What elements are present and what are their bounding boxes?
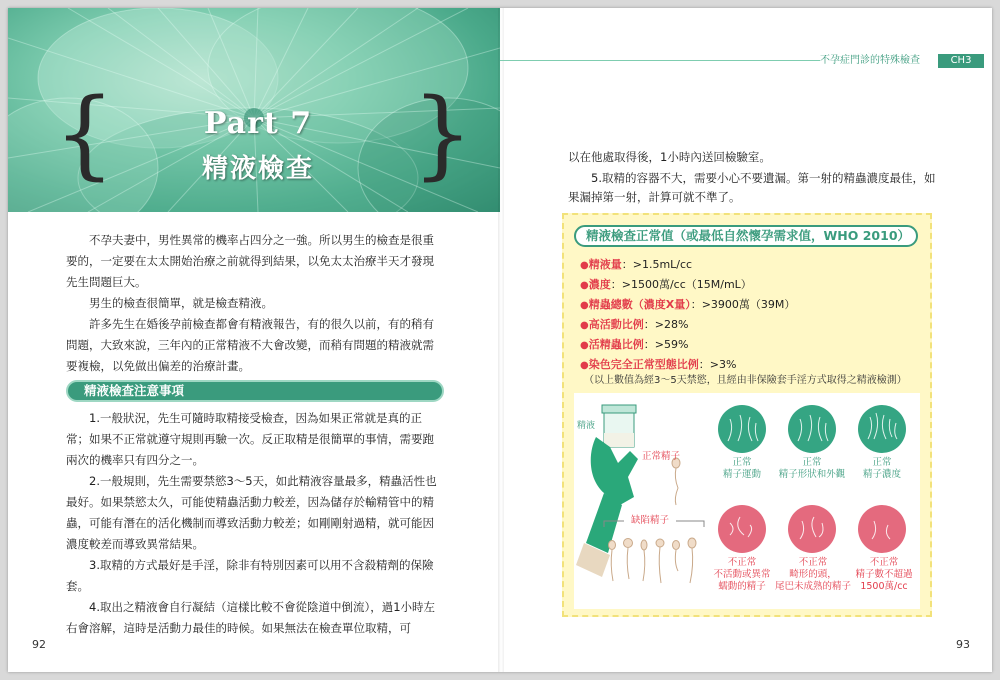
right-page [500, 8, 992, 672]
note-paragraph: 5.取精的容器不大，需要小心不要遺漏。第一射的精蟲濃度最佳，如果漏掉第一射，計算可就不準了。 [568, 171, 936, 204]
continued-text: 以在他處取得後，1小時內送回檢驗室。 [568, 150, 771, 164]
normal-caption: 正常 精子濃度 [862, 457, 901, 480]
normal-values-list [580, 255, 924, 375]
list-item: ●活精蟲比例：>59% [580, 338, 689, 351]
bullet-icon: ● [580, 300, 589, 311]
normal-caption: 正常 精子運動 [722, 457, 761, 480]
bullet-icon: ● [580, 360, 589, 371]
normal-values-box [562, 213, 932, 617]
bullet-icon: ● [580, 280, 589, 291]
bullet-icon: ● [580, 340, 589, 351]
box-footnote: （以上數值為經3～5天禁慾，且經由非保險套手淫方式取得之精液檢測） [584, 375, 907, 386]
abnormal-caption: 不正常 畸形的頭， 尾巴未成熟的精子 [774, 557, 851, 592]
bullet-icon: ● [580, 260, 589, 271]
defect-sperm-label: 缺陷精子 [624, 515, 676, 527]
right-brace: } [412, 78, 474, 190]
cup-label: 精液 [576, 421, 595, 431]
book-spread [8, 8, 992, 672]
normal-caption: 正常 精子形狀和外觀 [778, 457, 846, 480]
page-number-left: 92 [32, 638, 46, 651]
left-brace: { [54, 78, 116, 190]
intro-paragraph: 不孕夫妻中，男性異常的機率占四分之一強。所以男生的檢查是很重要的，一定要在太太開始治療之前就得到結果，以免太太治療半天才發現先生問題巨大。 [66, 233, 434, 289]
intro-text [66, 230, 444, 377]
page-number-right: 93 [956, 638, 970, 651]
normal-sperm-icon [672, 458, 680, 505]
chapter-subtitle: 精液檢查 [201, 154, 314, 184]
specimen-cup-icon [602, 405, 636, 447]
hero-banner [8, 8, 500, 212]
note-paragraph: 4.取出之精液會自行凝結（這樣比較不會從陰道中倒流），過1小時左右會溶解，這時是活動力最佳的時候。如果無法在檢查單位取精，可 [66, 600, 436, 635]
normal-sperm-label: 正常精子 [641, 451, 680, 462]
running-title: 不孕症門診的特殊檢查 [820, 55, 920, 66]
note-paragraph: 1.一般狀況，先生可隨時取精接受檢查，因為如果正常就是真的正常；如果不正常就遵守規則再驗一次。反正取精是很簡單的事情，需要跑兩次的機率只有四分之一。 [66, 411, 434, 467]
intro-paragraph: 許多先生在婚後孕前檢查都會有精液報告，有的很久以前，有的稍有問題，大致來說，三年內的正常精液不大會改變，而稍有問題的精液就需要複檢，以免做出偏差的治療計畫。 [66, 317, 434, 373]
intro-paragraph: 男生的檢查很簡單，就是檢查精液。 [89, 296, 273, 310]
chapter-tab: CH3 [938, 54, 984, 68]
bullet-icon: ● [580, 320, 589, 331]
list-item: ●精液量：>1.5mL/cc [580, 258, 693, 271]
abnormal-caption: 不正常 不活動或異常 蠕動的精子 [713, 557, 771, 592]
gloved-hand-icon [576, 437, 638, 577]
box-title: 精液檢查正常值（或最低自然懷孕需求值，WHO 2010） [574, 225, 918, 247]
running-header [500, 54, 992, 68]
abnormal-circles [718, 505, 906, 553]
part-title: Part 7 [203, 106, 313, 141]
abnormal-caption: 不正常 精子數不超過 1500萬/cc [855, 557, 913, 592]
list-item: ●高活動比例：>28% [580, 318, 689, 331]
notes-text [66, 408, 444, 639]
note-paragraph: 2.一般規則，先生需要禁慾3～5天，如此精液容量最多，精蟲活性也最好。如果禁慾太久，可能使精蟲活動力較差，因為儲存於輸精管中的精蟲，可能有潛在的活化機制而導致活動力較差；如剛剛射過精，就可能因濃度較差而導致異常結果。 [66, 474, 437, 551]
note-paragraph: 3.取精的方式最好是手淫，除非有特別因素可以用不含殺精劑的保險套。 [66, 558, 434, 593]
normal-circles [718, 405, 906, 453]
section-heading: 精液檢查注意事項 [66, 380, 444, 402]
sperm-illustration [574, 393, 920, 609]
list-item: ●染色完全正常型態比例：>3% [580, 358, 737, 371]
defective-sperm-icon [609, 538, 697, 583]
list-item: ●精蟲總數（濃度X量）：>3900萬（39M） [580, 298, 796, 311]
left-page [8, 8, 500, 672]
list-item: ●濃度：>1500萬/cc（15M/mL） [580, 278, 752, 291]
header-rule [500, 60, 820, 61]
